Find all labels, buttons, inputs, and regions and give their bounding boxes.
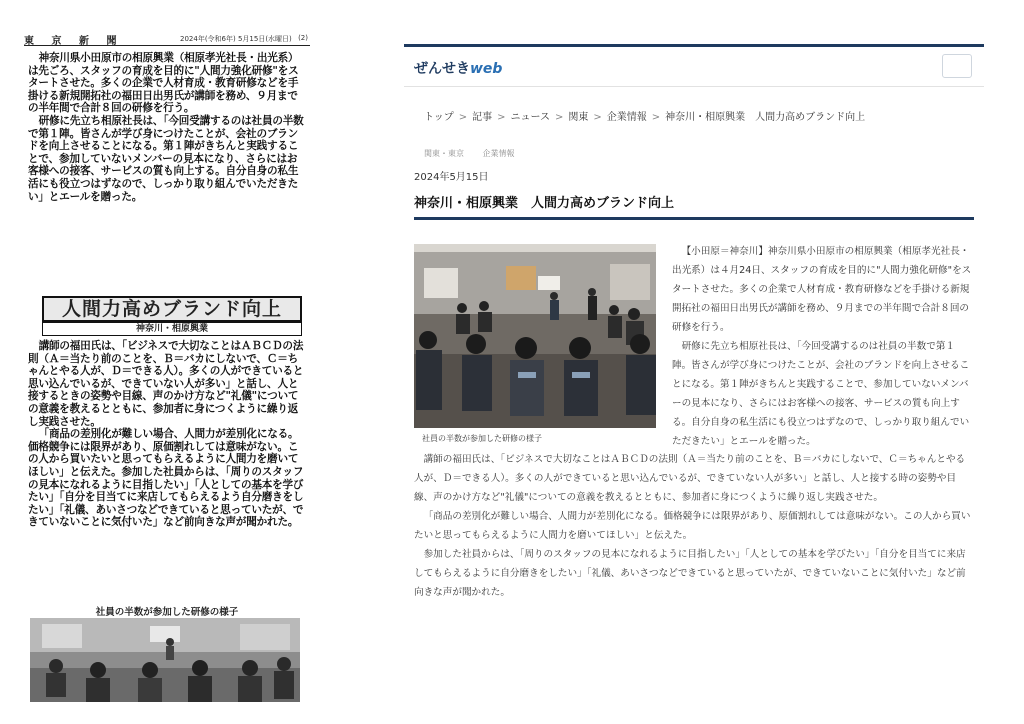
newspaper-paragraph: 「商品の差別化が難しい場合、人間力が差別化になる。価格競争には限界があり、原価割れしては意味がない。この人から買いたいと思ってもらえるように人間力を磨いてほしい」と伝えた。参加した社員からは、「周りのスタッフの見本になれるように目指したい」「人としての基本を学びたい」「自分を目当てに来店してもらえるよう自分磨きをしたい」「礼儀、あいさつなどできていると思っていたが、できていないことに気付いた」など前向きな声が聞かれた。 <box>28 428 304 529</box>
newspaper-clipping <box>24 32 310 702</box>
newspaper-header <box>24 32 310 46</box>
breadcrumb <box>424 108 865 123</box>
breadcrumb-item-news[interactable]: ニュース <box>510 112 550 123</box>
newspaper-headline: 人間力高めブランド向上 <box>42 296 302 322</box>
article-body <box>414 450 974 602</box>
article-photo-caption: 社員の半数が参加した研修の様子 <box>422 434 542 443</box>
article-paragraph: 「商品の差別化が難しい場合、人間力が差別化になる。価格競争には限界があり、原価割れしては意味がない。この人から買いたいと思ってもらえるように人間力を磨いてほしい」と伝えた。 <box>414 511 971 541</box>
site-logo-suffix: web <box>470 61 503 77</box>
article-paragraph: 研修に先立ち相原社長は、「今回受講するのは社員の半数で第１陣。皆さんが学び身につけたことが、会社のブランドを向上させることになる。第１陣がきちんと実践することで、参加していないメンバーの見本になり、さらにはお客様への接客、サービスの質も向上する。自分自身の私生活にも役立つはずなので、しっかり取り組んでいただきたい」とエールを贈った。 <box>672 341 970 447</box>
training-photo-image <box>414 244 656 428</box>
breadcrumb-item-company-info[interactable]: 企業情報 <box>606 112 647 123</box>
newspaper-lead <box>28 52 306 203</box>
site-logo-text: ぜんせき <box>414 61 470 77</box>
breadcrumb-item-current: 神奈川・相原興業 人間力高めブランド向上 <box>665 112 866 123</box>
web-article-page <box>404 44 984 704</box>
article-intro <box>672 242 974 451</box>
article-paragraph: 講師の福田氏は、「ビジネスで大切なことはＡＢＣＤの法則（Ａ＝当たり前のことを、Ｂ＝バカにしないで、Ｃ＝ちゃんとやる人が、Ｄ＝できる人）。多くの人ができていると思い込んでいるが、できていない人が多い」と話し、人と接する時の姿勢や目線、声のかけ方など"礼儀"についての意義を教えるとともに、参加者に身につくように繰り返し実践させた。 <box>414 454 966 503</box>
newspaper-subhead: 神奈川・相原興業 <box>42 322 302 336</box>
newspaper-paragraph: 研修に先立ち相原社長は、「今回受講するのは社員の半数で第１陣。皆さんが学び身につけたことが、会社のブランドを向上させることになる。第１陣がきちんと実践することで、参加していないメンバーの見本になり、さらにはお客様への接客、サービスの質も向上する。自分自身の私生活にも役立つはずなので、しっかり取り組んでいただきたい」とエールを贈った。 <box>28 114 304 203</box>
breadcrumb-separator: > <box>593 112 602 123</box>
menu-button[interactable] <box>942 54 972 78</box>
breadcrumb-separator: > <box>651 112 661 123</box>
tag-kanto-tokyo[interactable]: 関東・東京 <box>424 149 464 158</box>
newspaper-training-photo <box>30 618 300 702</box>
breadcrumb-separator: > <box>458 112 468 123</box>
newspaper-photo-caption: 社員の半数が参加した研修の様子 <box>95 607 239 618</box>
article-paragraph: 参加した社員からは、「周りのスタッフの見本になれるように目指したい」「人としての基本を学びたい」「自分を目当てに来店してもらえるように自分磨きをしたい」「礼儀、あいさつなどできていると思っていたが、できていないことに気付いた」など前向きな声が聞かれた。 <box>414 549 966 598</box>
breadcrumb-separator: > <box>497 112 506 123</box>
breadcrumb-item-kanto[interactable]: 関東 <box>568 112 589 123</box>
breadcrumb-item-top[interactable]: トップ <box>424 112 454 123</box>
article-title: 神奈川・相原興業 人間力高めブランド向上 <box>414 192 974 220</box>
article-paragraph: 【小田原＝神奈川】神奈川県小田原市の相原興業（相原孝光社長・出光系）は４月24日、スタッフの育成を目的に"人間力強化研修"をスタートさせた。多くの企業で人材育成・教育研修などを手掛ける新規開拓社の福田日出男氏が講師を務め、９月までの半年間で合計８回の研修を行う。 <box>672 246 972 333</box>
newspaper-page-number: (2) <box>298 34 308 42</box>
header-divider <box>404 86 984 87</box>
newspaper-masthead: 東 京 新 聞 <box>24 36 124 47</box>
newspaper-paragraph: 神奈川県小田原市の相原興業（相原孝光社長・出光系）は先ごろ、スタッフの育成を目的に"人間力強化研修"をスタートさせた。多くの企業で人材育成・教育研修などを手掛ける新規開拓社の福田日出男氏が講師を務め、９月までの半年間で合計８回の研修を行う。 <box>28 52 299 115</box>
article-tags <box>424 148 531 159</box>
breadcrumb-separator: > <box>554 112 564 123</box>
article-photo <box>414 244 656 428</box>
newspaper-date: 2024年(令和6年) 5月15日(水曜日) <box>180 35 292 43</box>
article-date: 2024年5月15日 <box>414 172 489 183</box>
newspaper-body <box>28 340 306 529</box>
tag-company-info[interactable]: 企業情報 <box>482 149 515 158</box>
newspaper-paragraph: 講師の福田氏は、「ビジネスで大切なことはＡＢＣＤの法則（Ａ＝当たり前のことを、Ｂ＝バカにしないで、Ｃ＝ちゃんとやる人が、Ｄ＝できる人）。多くの人ができていると思い込んでいるが、できていない人が多い」と話し、人と接するときの姿勢や目線、声のかけ方など"礼儀"についての意義を教えるとともに、参加者に身につくように繰り返し実践させた。 <box>28 340 304 428</box>
site-top-bar <box>404 44 984 47</box>
breadcrumb-item-articles[interactable]: 記事 <box>472 112 493 123</box>
training-photo-image <box>30 618 300 702</box>
site-logo[interactable] <box>414 58 502 78</box>
